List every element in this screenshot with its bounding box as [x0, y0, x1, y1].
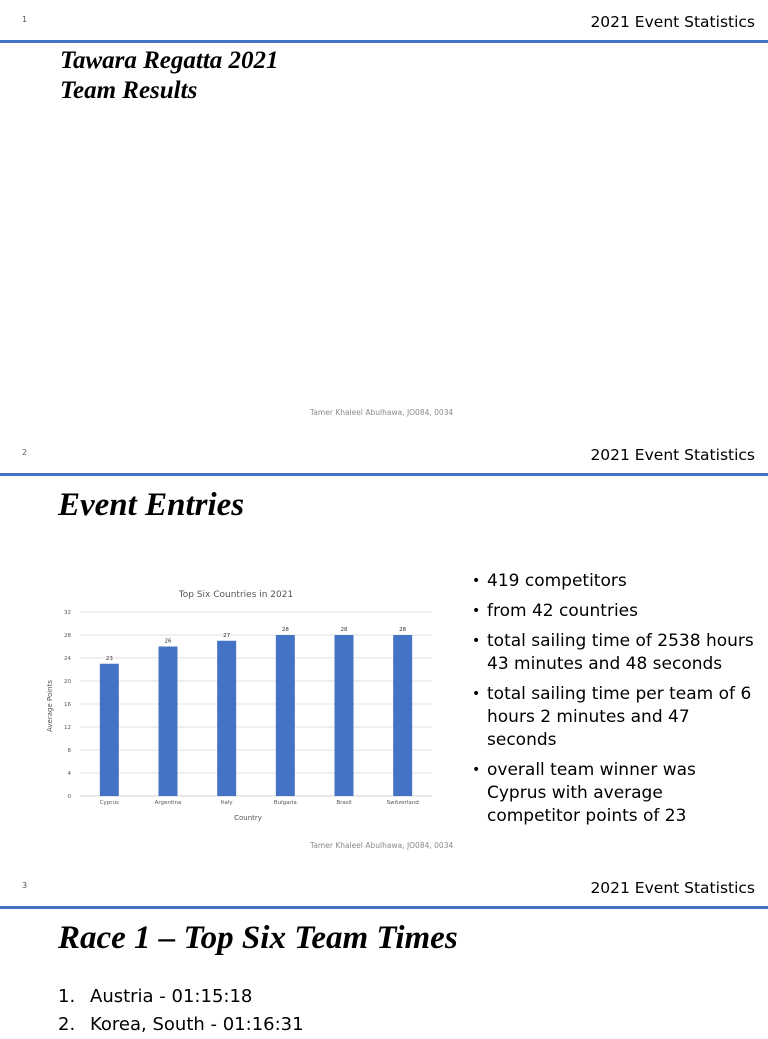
race-list-number: 2. — [58, 1014, 76, 1035]
x-tick-label: Switzerland — [386, 800, 419, 806]
chart-data-labels — [106, 627, 407, 662]
race-list-number: 1. — [58, 986, 76, 1007]
bullet-item: • from 42 countries — [470, 600, 760, 623]
x-tick-label: Bulgaria — [273, 800, 297, 806]
y-tick-label: 32 — [64, 610, 71, 616]
bar — [393, 635, 412, 796]
bar-chart — [40, 580, 440, 825]
bar — [335, 635, 354, 796]
bar — [217, 641, 236, 796]
bullet-item: • overall team winner was Cyprus with average competitor points of 23 — [470, 759, 760, 828]
chart-bars — [100, 632, 412, 796]
y-axis-label: Average Points — [46, 680, 54, 732]
x-tick-label: Brazil — [336, 800, 352, 806]
y-tick-label: 28 — [64, 633, 71, 639]
bullet-item: • total sailing time of 2538 hours 43 minutes and 48 seconds — [470, 630, 760, 676]
slide-number: 3 — [22, 881, 28, 890]
bullet-item: • total sailing time per team of 6 hours 2 minutes and 47 seconds — [470, 683, 760, 752]
title-line-2: Team Results — [60, 77, 198, 104]
race-results-list — [58, 983, 304, 1039]
race-list-item — [58, 983, 304, 1011]
slide-number: 1 — [22, 15, 28, 24]
y-tick-label: 24 — [64, 656, 71, 662]
bar — [159, 647, 178, 797]
slide-header-title: 2021 Event Statistics — [590, 13, 755, 31]
bar-data-label: 27 — [223, 632, 231, 639]
slide-title — [60, 46, 279, 106]
bullet-item: • 419 competitors — [470, 570, 760, 593]
y-tick-label: 8 — [67, 748, 71, 754]
y-tick-label: 12 — [64, 725, 71, 731]
header-rule — [0, 40, 768, 43]
bullet-list — [470, 570, 760, 835]
bar — [100, 664, 119, 796]
bar-data-label: 28 — [399, 627, 407, 633]
y-tick-label: 16 — [64, 702, 71, 708]
chart-gridlines — [80, 612, 432, 796]
race-list-text: Austria - 01:15:18 — [90, 986, 253, 1007]
header-rule — [0, 906, 768, 909]
chart-title: Top Six Countries in 2021 — [178, 590, 294, 600]
race-list-item — [58, 1011, 304, 1039]
bar-data-label: 26 — [164, 638, 172, 645]
race-list-text: Korea, South - 01:16:31 — [90, 1014, 304, 1035]
slide-title: Race 1 – Top Six Team Times — [58, 920, 458, 956]
title-line-1: Tawara Regatta 2021 — [60, 47, 279, 74]
bar — [276, 635, 295, 796]
bar-data-label: 28 — [281, 627, 289, 633]
x-tick-label: Cyprus — [99, 800, 119, 806]
bar-data-label: 28 — [340, 627, 348, 633]
x-axis-ticks — [100, 800, 419, 806]
header-rule — [0, 473, 768, 476]
slide-number: 2 — [22, 448, 28, 457]
y-tick-label: 4 — [67, 771, 71, 777]
y-axis-ticks — [64, 610, 72, 800]
slide-title: Event Entries — [58, 487, 245, 523]
x-tick-label: Argentina — [154, 800, 182, 806]
y-tick-label: 0 — [67, 794, 71, 800]
x-tick-label: Italy — [220, 800, 233, 806]
y-tick-label: 20 — [64, 679, 71, 685]
slide-footer: Tamer Khaleel Abulhawa, JO084, 0034 — [310, 841, 454, 850]
slide-footer: Tamer Khaleel Abulhawa, JO084, 0034 — [310, 408, 454, 417]
slide-header-title: 2021 Event Statistics — [590, 879, 755, 897]
bar-data-label: 23 — [105, 655, 113, 662]
x-axis-label: Country — [234, 814, 262, 822]
slide-header-title: 2021 Event Statistics — [590, 446, 755, 464]
